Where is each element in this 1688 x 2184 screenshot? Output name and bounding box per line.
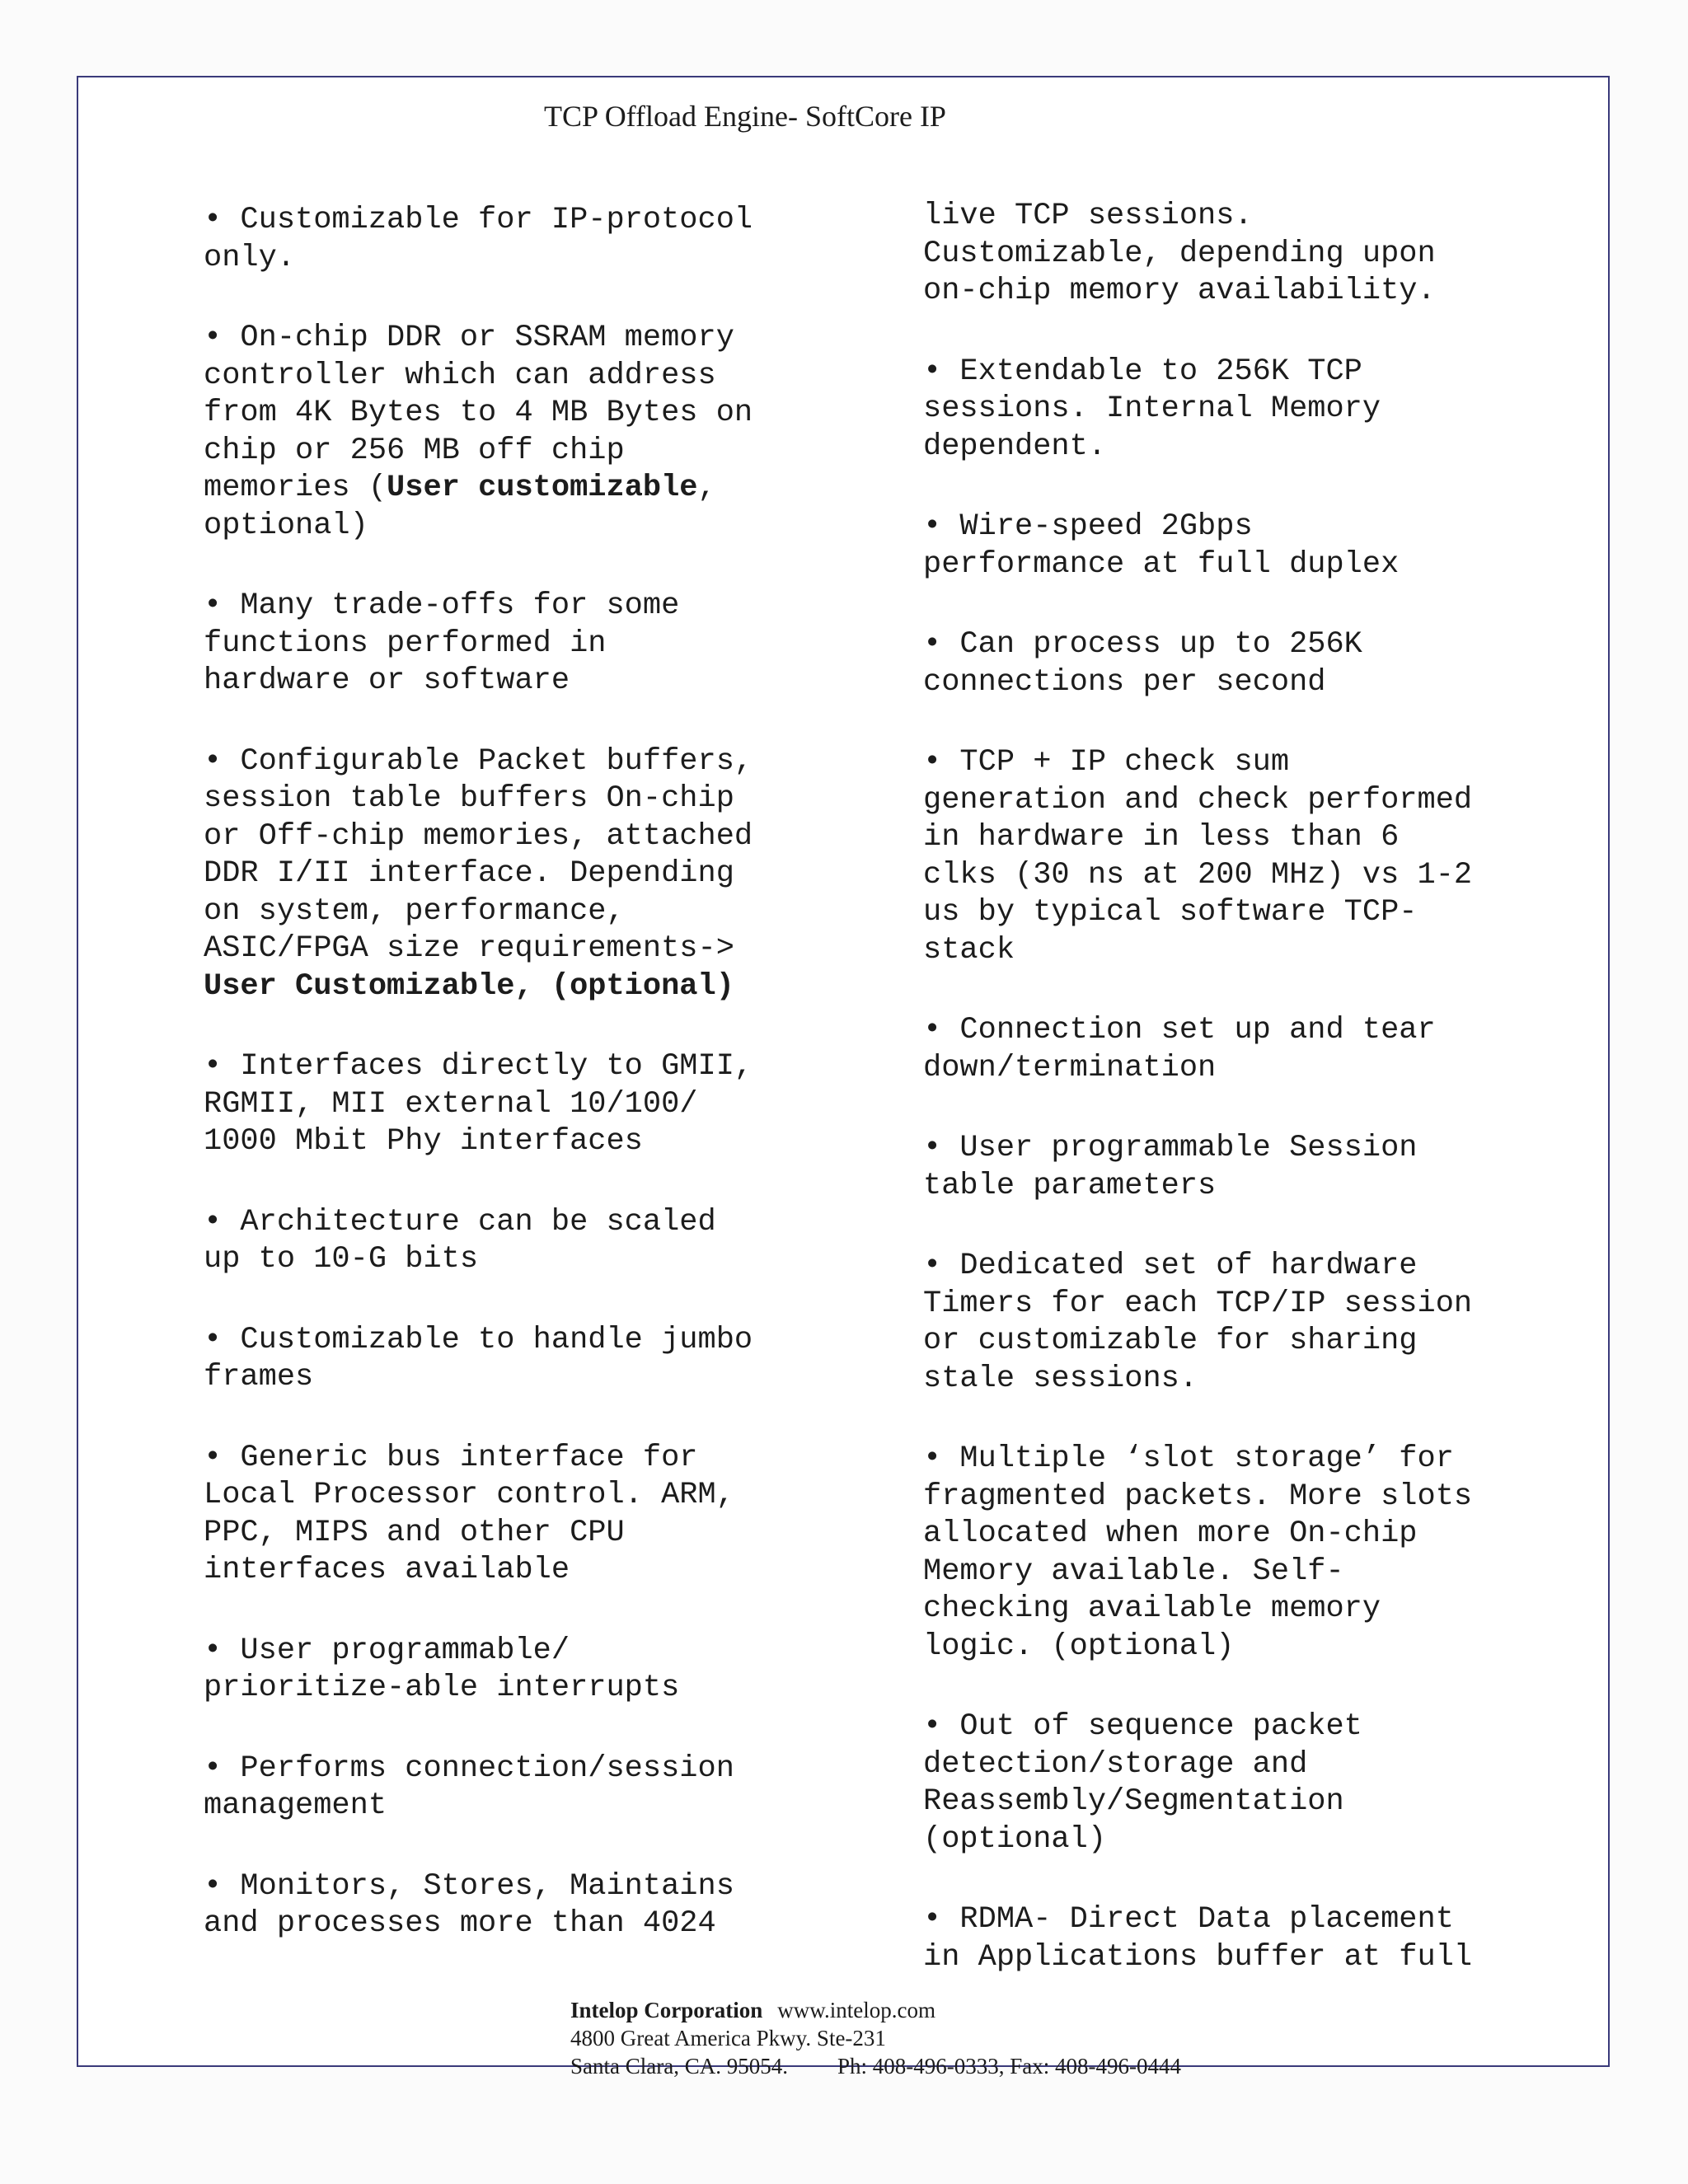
feature-line: frames: [204, 1360, 314, 1394]
feature-line: dependent.: [923, 429, 1107, 464]
feature-line: Timers for each TCP/IP session: [923, 1286, 1473, 1321]
feature-line: • Configurable Packet buffers,: [204, 743, 753, 779]
feature-item: [923, 1130, 1550, 1205]
feature-item: [204, 743, 846, 1006]
feature-item: [204, 1048, 846, 1161]
feature-line: on-chip memory availability.: [923, 274, 1436, 308]
feature-line: optional): [204, 508, 368, 543]
feature-line: clks (30 ns at 200 MHz) vs 1-2: [923, 857, 1473, 893]
feature-item: [923, 1441, 1550, 1666]
feature-item: [923, 1248, 1550, 1398]
feature-line: • User programmable Session: [923, 1131, 1418, 1165]
company-website[interactable]: www.intelop.com: [777, 1998, 935, 2022]
feature-line: • Interfaces directly to GMII,: [204, 1049, 753, 1084]
feature-line: PPC, MIPS and other CPU: [204, 1515, 625, 1550]
feature-line: 1000 Mbit Phy interfaces: [204, 1124, 643, 1159]
feature-item: [204, 1868, 846, 1943]
feature-line: fragmented packets. More slots: [923, 1479, 1473, 1514]
feature-line: • User programmable/: [204, 1633, 570, 1668]
footer-line-3: [570, 2052, 1181, 2080]
feature-line: in Applications buffer at full: [923, 1939, 1473, 1975]
feature-line: on system, performance,: [204, 893, 625, 929]
feature-line: chip or 256 MB off chip: [204, 433, 625, 468]
right-column: [923, 198, 1550, 2019]
feature-line: management: [204, 1788, 387, 1823]
feature-line: Customizable, depending upon: [923, 236, 1436, 271]
feature-line: up to 10-G bits: [204, 1242, 479, 1277]
feature-line: controller which can address: [204, 358, 716, 393]
feature-line: • RDMA- Direct Data placement: [923, 1902, 1454, 1937]
feature-line: logic. (optional): [923, 1629, 1235, 1664]
feature-line: generation and check performed: [923, 782, 1473, 818]
feature-line: • On-chip DDR or SSRAM memory: [204, 321, 734, 355]
feature-line: only.: [204, 240, 296, 275]
document-title: TCP Offload Engine- SoftCore IP: [544, 100, 946, 133]
feature-line: • Wire-speed 2Gbps: [923, 509, 1253, 544]
feature-line: • Dedicated set of hardware: [923, 1249, 1418, 1283]
feature-line: Reassembly/Segmentation: [923, 1784, 1344, 1819]
feature-line: sessions. Internal Memory: [923, 391, 1381, 426]
feature-line: interfaces available: [204, 1553, 570, 1587]
emphasis-text: User Customizable, (optional): [204, 968, 734, 1004]
feature-line: • Many trade-offs for some: [204, 588, 680, 623]
feature-line: or customizable for sharing: [923, 1324, 1418, 1358]
feature-line: from 4K Bytes to 4 MB Bytes on: [204, 396, 753, 430]
feature-line: or Off-chip memories, attached: [204, 818, 753, 854]
emphasis-text: User customizable: [387, 471, 698, 505]
feature-item: [923, 626, 1550, 701]
left-column: [204, 202, 846, 1986]
feature-item: [923, 509, 1550, 583]
feature-line: functions performed in: [204, 626, 607, 661]
footer-address: 4800 Great America Pkwy. Ste-231: [570, 2026, 886, 2050]
feature-line: table parameters: [923, 1168, 1217, 1203]
feature-item: [204, 202, 846, 277]
feature-item: [923, 354, 1550, 466]
feature-line: • Customizable to handle jumbo: [204, 1322, 753, 1357]
feature-line: prioritize-able interrupts: [204, 1671, 680, 1705]
feature-line: live TCP sessions.: [923, 199, 1253, 233]
feature-item: [204, 320, 846, 545]
feature-line: • Architecture can be scaled: [204, 1204, 716, 1240]
feature-line: • Out of sequence packet: [923, 1709, 1362, 1744]
feature-line: in hardware in less than 6: [923, 820, 1400, 855]
feature-line: allocated when more On-chip: [923, 1516, 1418, 1551]
footer-phone: Ph: 408-496-0333, Fax: 408-496-0444: [837, 2054, 1181, 2079]
feature-line: checking available memory: [923, 1591, 1381, 1626]
feature-line: Memory available. Self-: [923, 1554, 1344, 1589]
feature-item: [204, 588, 846, 701]
feature-item: [204, 1440, 846, 1590]
feature-line: DDR I/II interface. Depending: [204, 856, 734, 891]
feature-line: • Connection set up and tear: [923, 1013, 1436, 1047]
feature-line: stack: [923, 932, 1015, 968]
footer-city: Santa Clara, CA. 95054.: [570, 2054, 788, 2079]
feature-line: • Monitors, Stores, Maintains: [204, 1868, 734, 1904]
feature-item: [204, 1750, 846, 1825]
feature-line: • Can process up to 256K: [923, 627, 1362, 662]
feature-line: ASIC/FPGA size requirements->: [204, 931, 734, 966]
feature-line: • TCP + IP check sum: [923, 745, 1290, 780]
feature-line: stale sessions.: [923, 1361, 1198, 1396]
feature-line: memories (User customizable,: [204, 471, 716, 505]
feature-line: • Customizable for IP-protocol: [204, 203, 753, 237]
feature-line: down/termination: [923, 1050, 1217, 1085]
feature-line: • Extendable to 256K TCP: [923, 354, 1362, 389]
feature-line: hardware or software: [204, 663, 570, 698]
footer: [570, 1996, 1181, 2080]
feature-item: [204, 1204, 846, 1279]
feature-line: performance at full duplex: [923, 546, 1400, 582]
feature-item: [923, 1901, 1550, 1976]
feature-item: [923, 198, 1550, 311]
feature-line: • Performs connection/session: [204, 1750, 734, 1786]
feature-item: [204, 1633, 846, 1708]
company-name: Intelop Corporation: [570, 1998, 763, 2022]
feature-line: Local Processor control. ARM,: [204, 1478, 734, 1512]
feature-line: (optional): [923, 1821, 1107, 1857]
feature-item: [923, 1708, 1550, 1858]
feature-line: • Multiple ‘slot storage’ for: [923, 1441, 1454, 1476]
feature-line: detection/storage and: [923, 1746, 1308, 1782]
feature-line: • Generic bus interface for: [204, 1440, 698, 1475]
feature-item: [923, 744, 1550, 969]
feature-line: RGMII, MII external 10/100/: [204, 1086, 698, 1122]
footer-line-1: [570, 1996, 1181, 2024]
feature-line: us by typical software TCP-: [923, 895, 1418, 930]
feature-line: connections per second: [923, 664, 1326, 700]
feature-line: session table buffers On-chip: [204, 781, 734, 816]
feature-item: [204, 1322, 846, 1397]
feature-line: and processes more than 4024: [204, 1906, 716, 1941]
feature-item: [923, 1012, 1550, 1087]
